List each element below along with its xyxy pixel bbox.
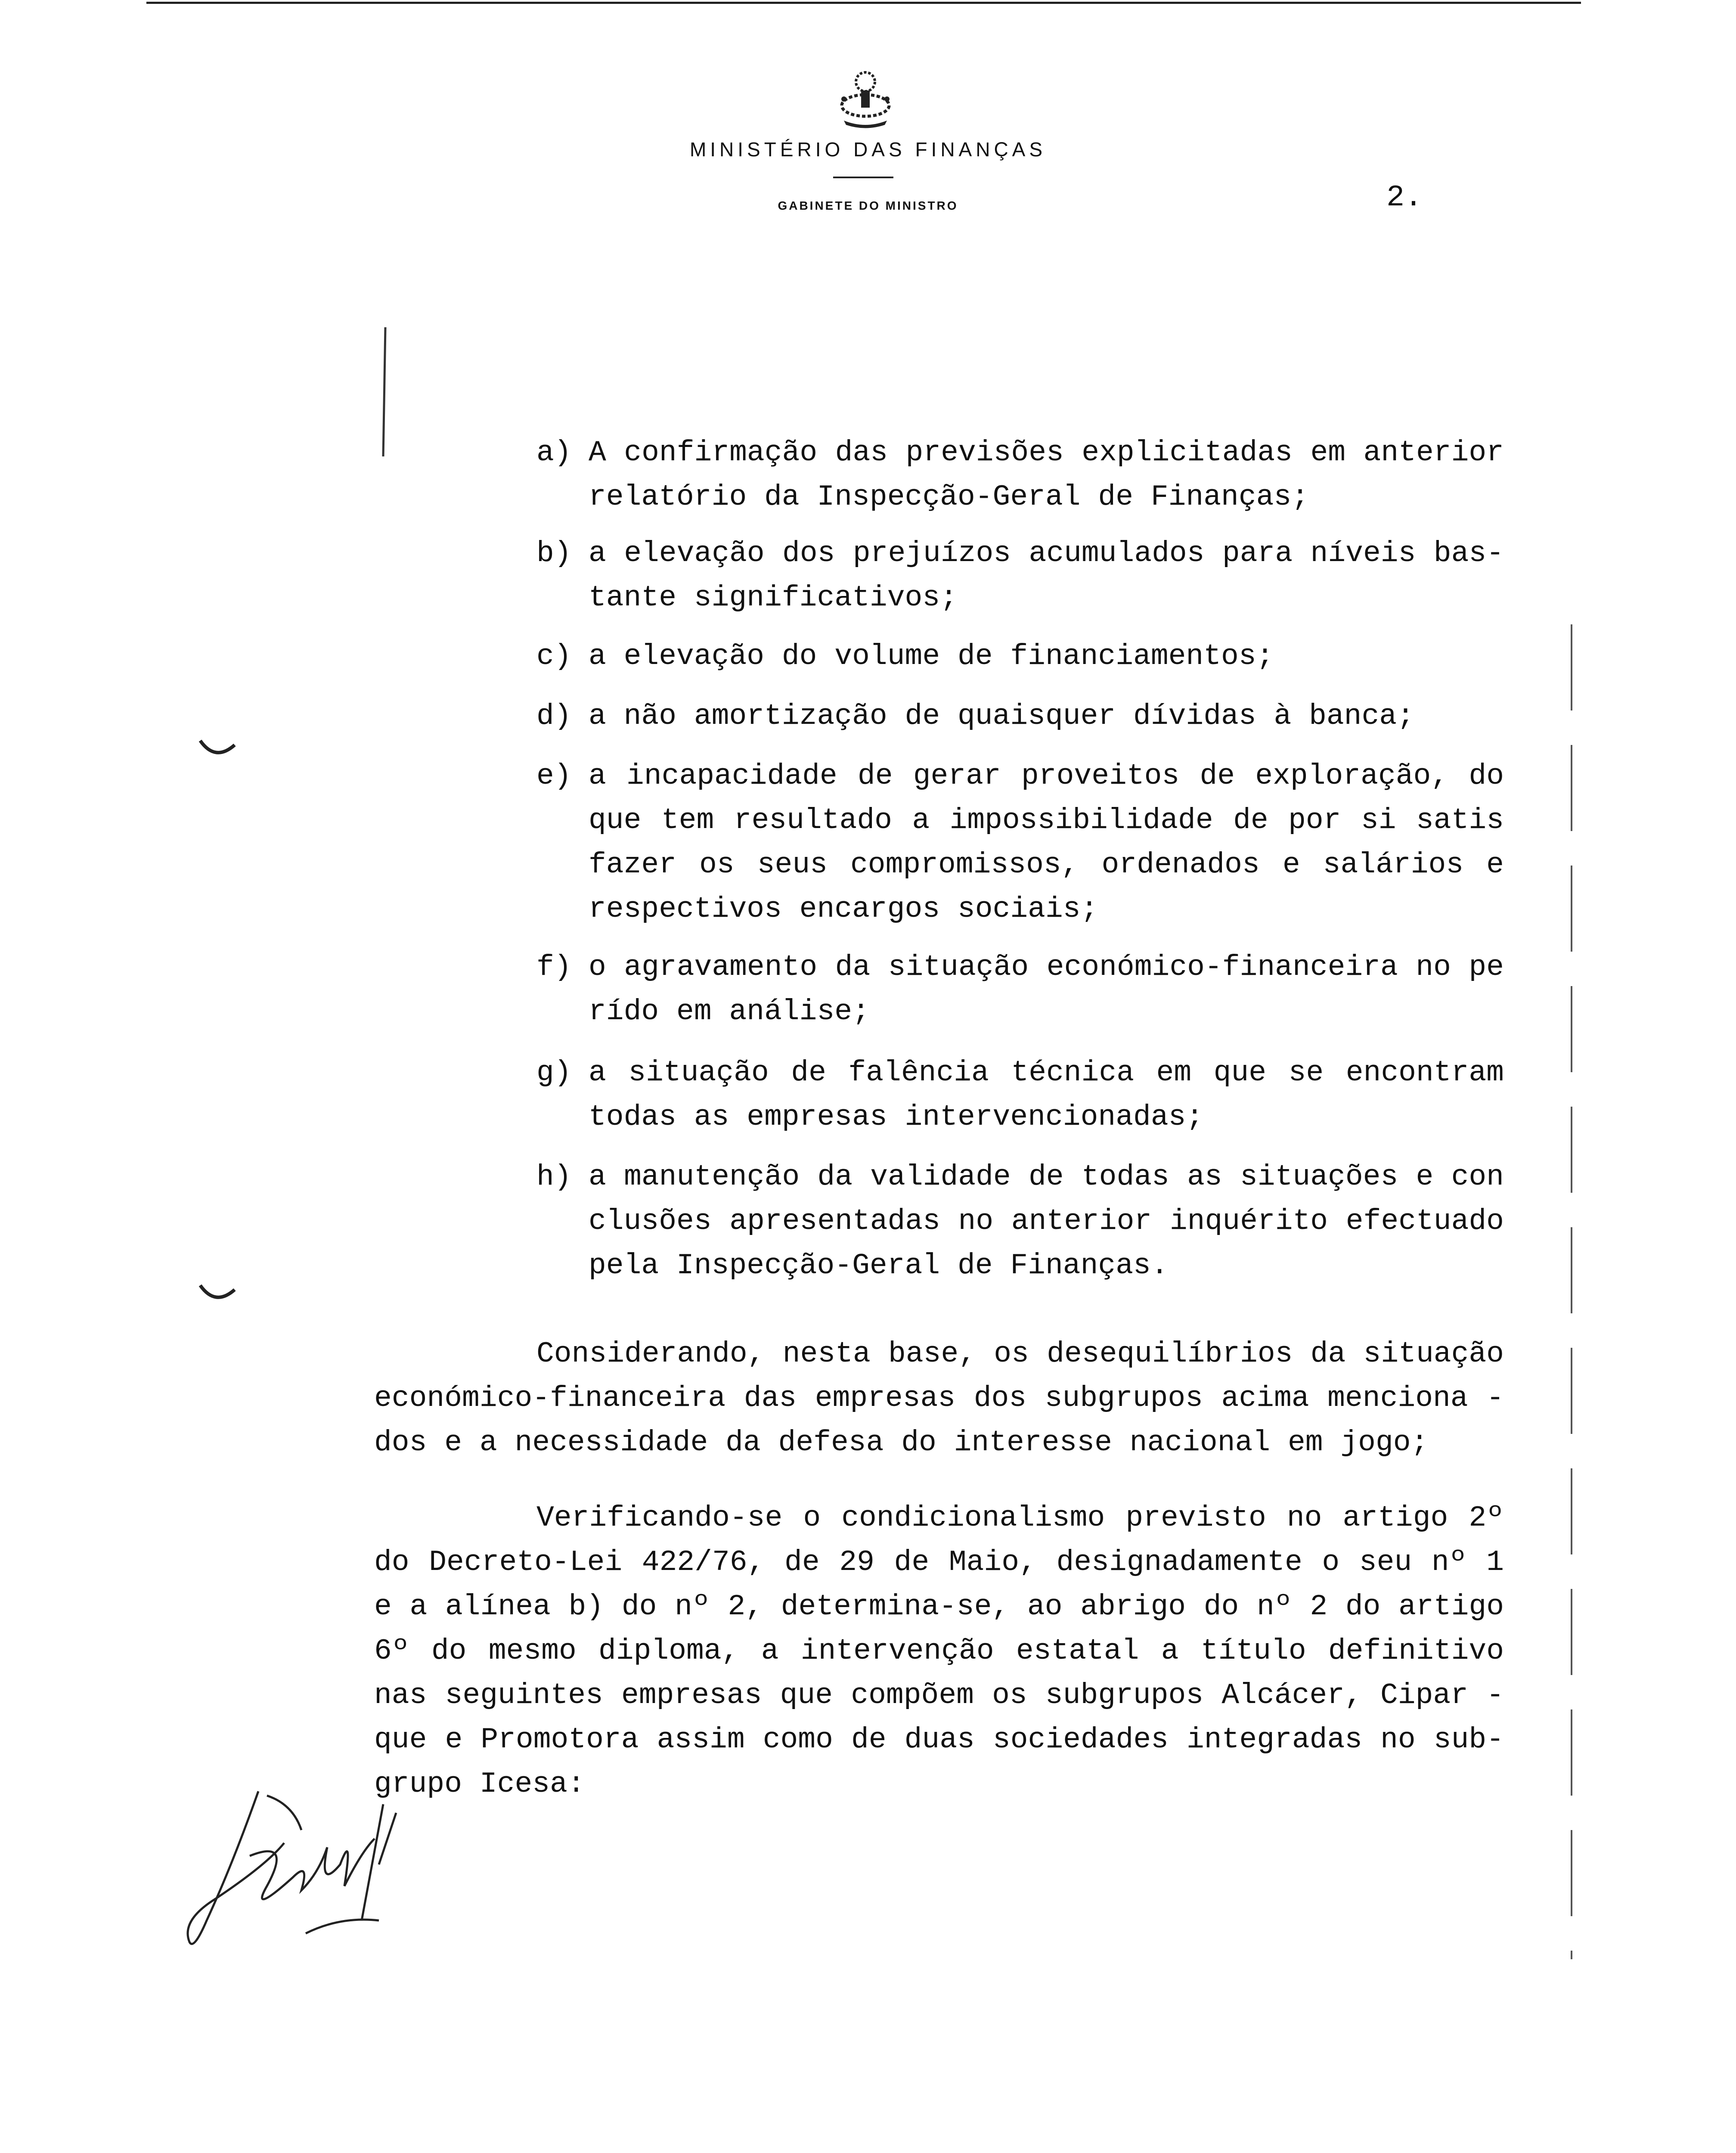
item-label: g): [536, 1056, 572, 1089]
paragraph: [374, 1496, 1504, 1806]
item-line: a situação de falência técnica em que se encontram: [589, 1056, 1504, 1089]
item-line: a incapacidade de gerar proveitos de exploração, do: [589, 760, 1504, 793]
item-label: h): [536, 1160, 572, 1194]
item-line: relatório da Inspecção-Geral de Finanças;: [589, 481, 1309, 514]
item-line: fazer os seus compromissos, ordenados e salários e: [589, 848, 1504, 881]
paragraph-line: Considerando, nesta base, os desequilíbrios da situação: [536, 1337, 1504, 1371]
paragraph-line: nas seguintes empresas que compõem os subgrupos Alcácer, Cipar -: [374, 1679, 1504, 1712]
right-margin-line: [1567, 624, 1576, 1959]
item-line: a não amortização de quaisquer dívidas à banca;: [589, 700, 1414, 733]
item-label: f): [536, 951, 572, 984]
item-line: A confirmação das previsões explicitadas em anterior: [589, 436, 1504, 469]
item-label: e): [536, 760, 572, 793]
item-line: a elevação dos prejuízos acumulados para níveis bas-: [589, 537, 1504, 570]
page-number: 2.: [1386, 181, 1423, 215]
list-item: [589, 694, 1504, 738]
paragraph-line: económico-financeira das empresas dos subgrupos acima menciona -: [374, 1382, 1504, 1415]
signature: [181, 1778, 422, 1959]
item-line: pela Inspecção-Geral de Finanças.: [589, 1249, 1169, 1282]
cabinet-subtitle: GABINETE DO MINISTRO: [778, 199, 958, 212]
ministry-title: MINISTÉRIO DAS FINANÇAS: [689, 138, 1047, 161]
paragraph-line: 6º do mesmo diploma, a intervenção estatal a título definitivo: [374, 1635, 1504, 1668]
paragraph-line: dos e a necessidade da defesa do interesse nacional em jogo;: [374, 1426, 1429, 1459]
list-item: [589, 1051, 1504, 1139]
header-rule: [833, 177, 893, 178]
paragraph-line: do Decreto-Lei 422/76, de 29 de Maio, designadamente o seu nº 1: [374, 1546, 1504, 1579]
list-item: [589, 945, 1504, 1034]
item-line: respectivos encargos sociais;: [589, 893, 1098, 926]
paragraph-line: que e Promotora assim como de duas sociedades integradas no sub-: [374, 1723, 1504, 1756]
list-item: [589, 431, 1504, 519]
coat-of-arms-icon: [831, 65, 900, 129]
item-line: a manutenção da validade de todas as situações e con: [589, 1160, 1504, 1194]
top-border-line: [146, 2, 1581, 4]
item-line: o agravamento da situação económico-financeira no pe: [589, 951, 1504, 984]
list-item: [589, 1155, 1504, 1288]
item-line: tante significativos;: [589, 581, 958, 614]
list-item: [589, 531, 1504, 620]
margin-mark-icon: [198, 1281, 237, 1307]
paragraph-line: Verificando-se o condicionalismo previsto no artigo 2º: [536, 1502, 1504, 1535]
item-label: b): [536, 537, 572, 570]
item-line: clusões apresentadas no anterior inquérito efectuado: [589, 1205, 1504, 1238]
item-line: a elevação do volume de financiamentos;: [589, 640, 1274, 673]
margin-mark-icon: [198, 736, 237, 762]
paragraph-line: grupo Icesa:: [374, 1768, 585, 1801]
item-label: d): [536, 700, 572, 733]
margin-line: [379, 327, 392, 456]
item-label: a): [536, 436, 572, 469]
list-item: [589, 754, 1504, 931]
paragraph-line: e a alínea b) do nº 2, determina-se, ao abrigo do nº 2 do artigo: [374, 1590, 1504, 1623]
list-item: [589, 634, 1504, 679]
item-line: todas as empresas intervencionadas;: [589, 1101, 1204, 1134]
item-line: rído em análise;: [589, 995, 870, 1028]
item-line: que tem resultado a impossibilidade de por si satis: [589, 804, 1504, 837]
paragraph: [374, 1332, 1504, 1465]
item-label: c): [536, 640, 572, 673]
